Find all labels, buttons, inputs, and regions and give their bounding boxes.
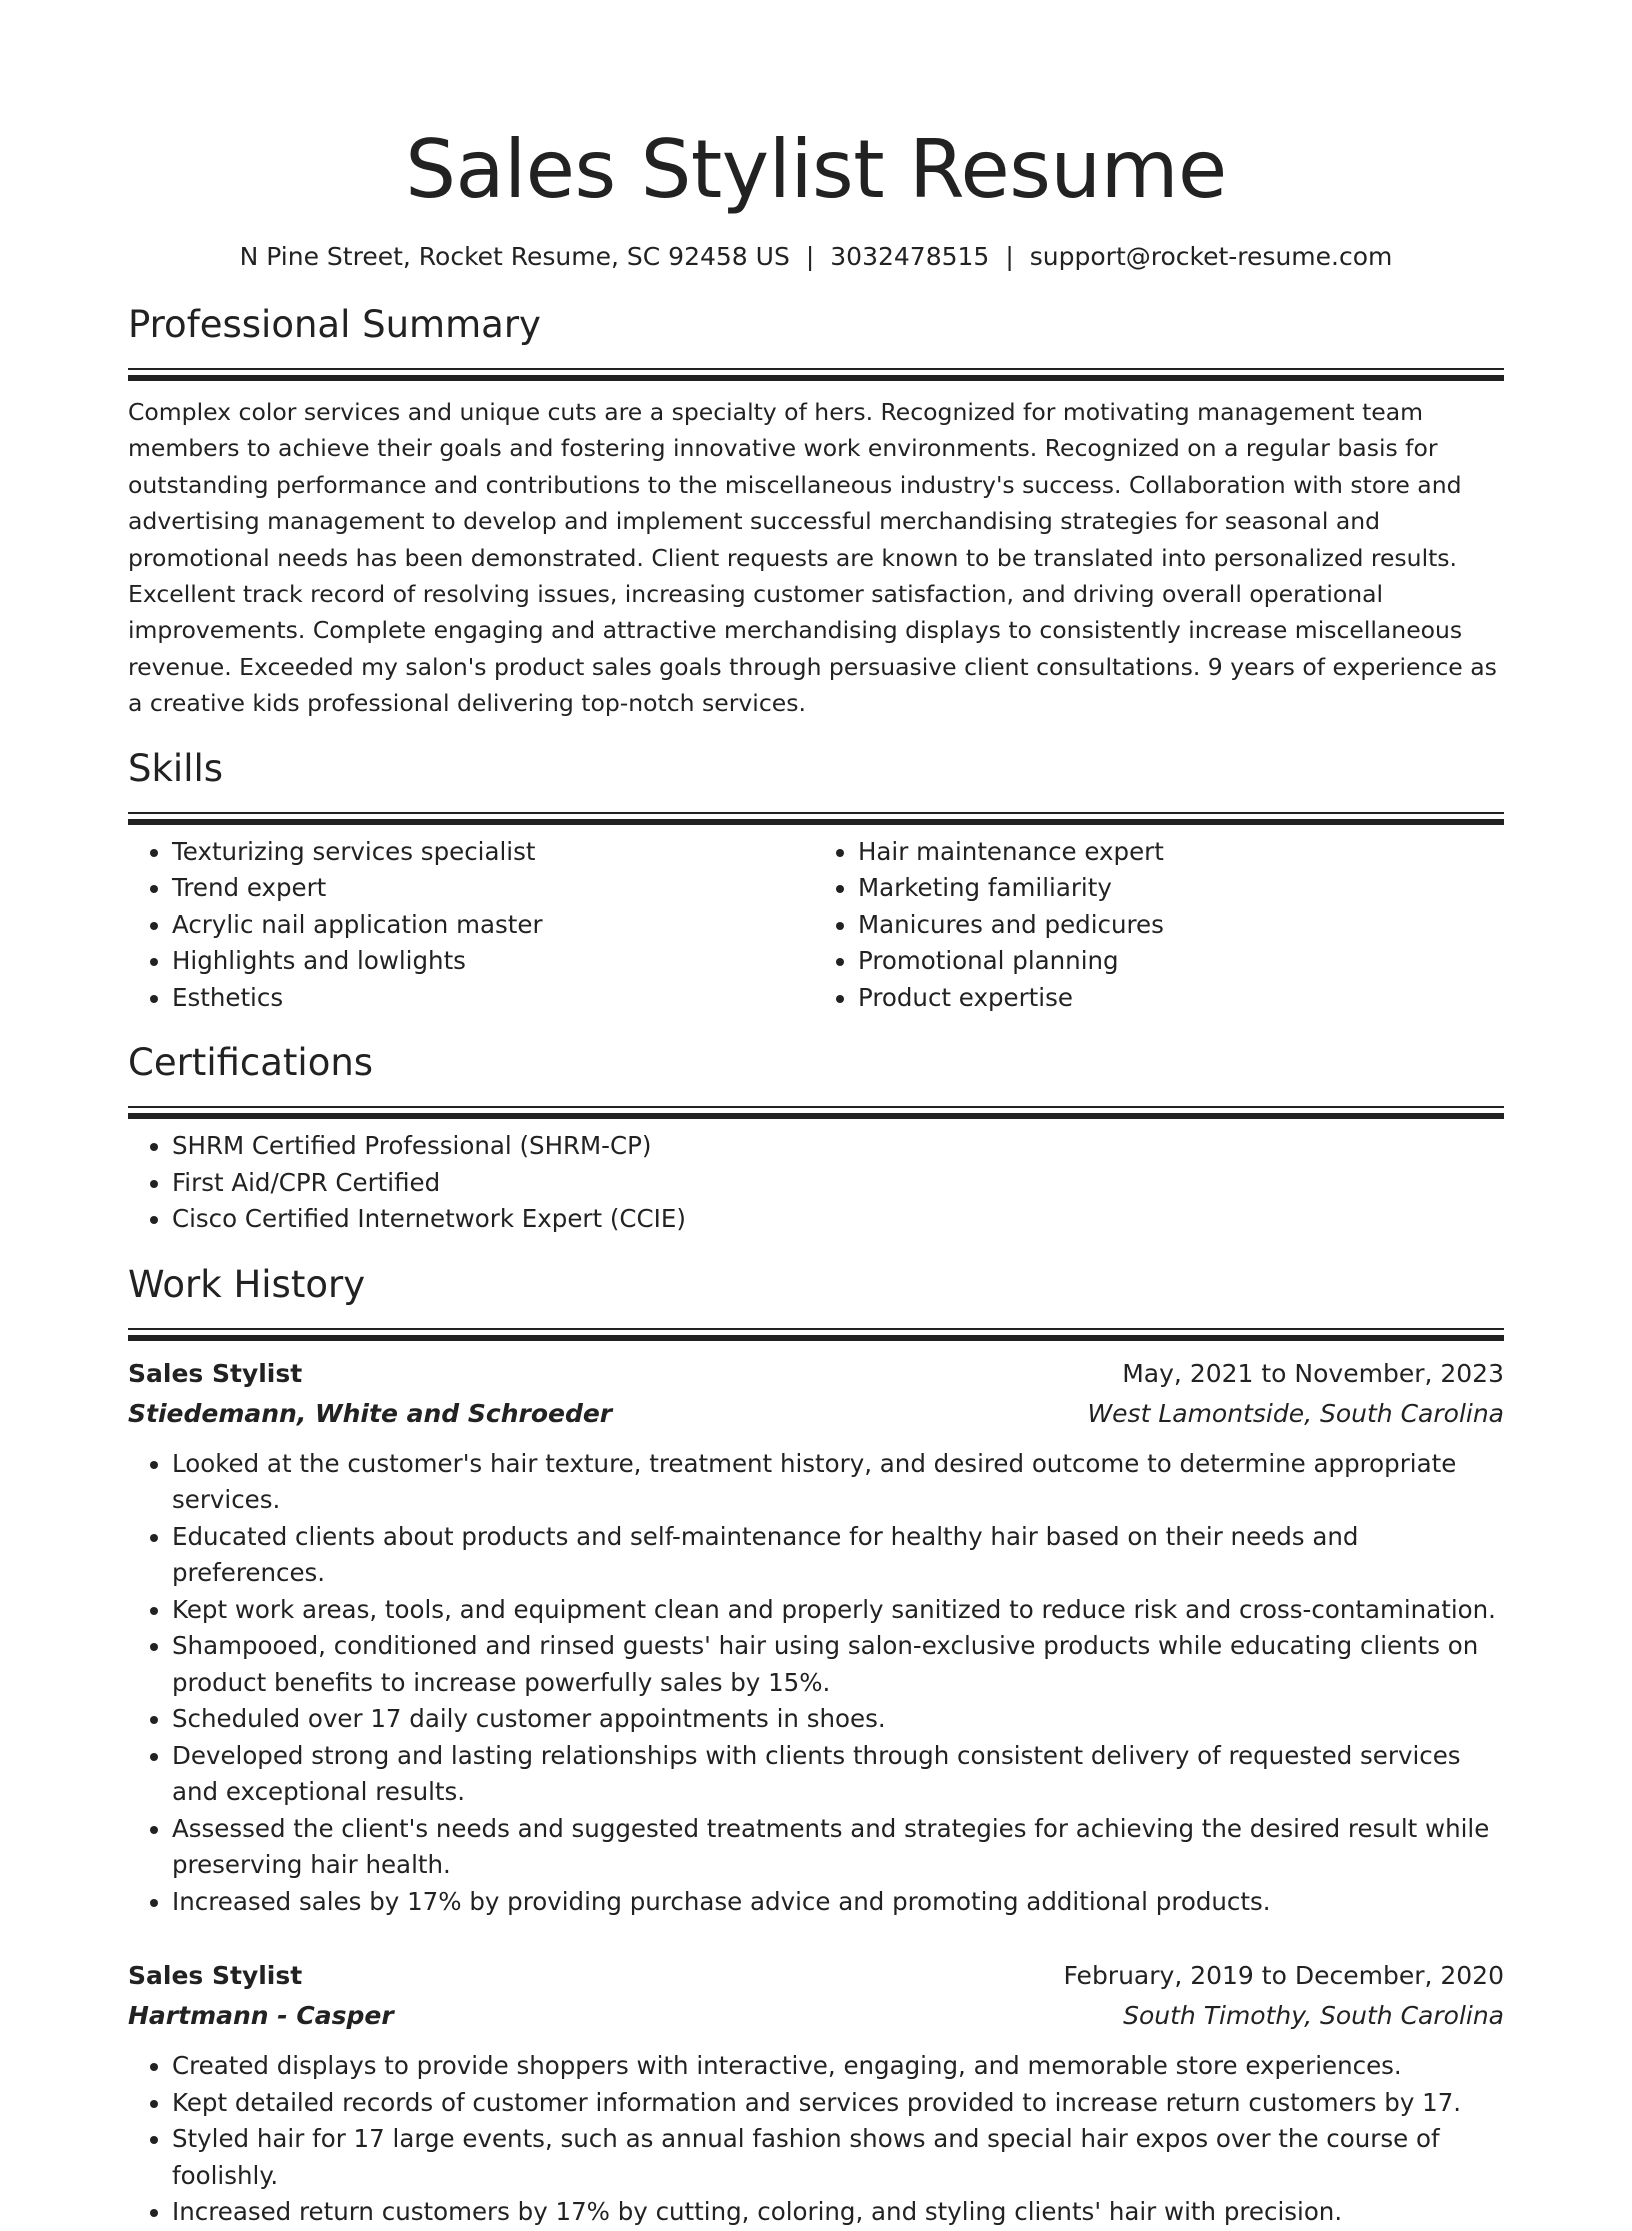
skill-item: • Acrylic nail application master	[172, 907, 816, 944]
job-duties-list	[128, 1446, 1504, 1921]
skill-item: • Highlights and lowlights	[172, 943, 816, 980]
section-title-certifications: Certifications	[128, 1041, 374, 1085]
job-header-row	[128, 1956, 1504, 1996]
job-company-row	[128, 1394, 1504, 1434]
job-title: Sales Stylist	[128, 1358, 303, 1388]
job-title: Sales Stylist	[128, 1961, 303, 1991]
job-duties-list	[128, 2048, 1504, 2231]
section-divider	[128, 1106, 1504, 1120]
job-location: West Lamontside, South Carolina	[1087, 1398, 1504, 1428]
section-divider	[128, 1328, 1504, 1342]
contact-separator: |	[805, 242, 815, 271]
skill-item: • Manicures and pedicures	[858, 907, 1502, 944]
certifications-list	[128, 1128, 1504, 1238]
job-duty: • Assessed the client's needs and suggested treatments and strategies for achieving the desired result while preserving hair health.	[172, 1811, 1504, 1884]
job-entry	[128, 1354, 1504, 1921]
skill-item: • Esthetics	[172, 980, 816, 1017]
resume-page	[128, 0, 1504, 2231]
job-duty: • Educated clients about products and self-maintenance for healthy hair based on their needs and preferences.	[172, 1519, 1504, 1592]
job-duty: • Shampooed, conditioned and rinsed guests' hair using salon-exclusive products while educating clients on product benefits to increase powerfully sales by 15%.	[172, 1628, 1504, 1701]
job-duty: • Increased sales by 17% by providing purchase advice and promoting additional products.	[172, 1884, 1504, 1921]
job-header-row	[128, 1354, 1504, 1394]
skills-list-right	[814, 834, 1502, 1017]
job-duty: • Scheduled over 17 daily customer appointments in shoes.	[172, 1701, 1504, 1738]
contact-email: support@rocket-resume.com	[1029, 242, 1393, 271]
job-dates: May, 2021 to November, 2023	[1122, 1358, 1504, 1388]
job-duty: • Developed strong and lasting relationships with clients through consistent delivery of requested services and exceptional results.	[172, 1738, 1504, 1811]
job-dates: February, 2019 to December, 2020	[1063, 1961, 1504, 1991]
certification-item: • SHRM Certified Professional (SHRM-CP)	[172, 1128, 1504, 1165]
skill-item: • Trend expert	[172, 870, 816, 907]
section-title-skills: Skills	[128, 746, 224, 790]
job-duty: • Created displays to provide shoppers with interactive, engaging, and memorable store experiences.	[172, 2048, 1504, 2085]
contact-separator: |	[1005, 242, 1014, 271]
summary-text: Complex color services and unique cuts are a specialty of hers. Recognized for motivating management team members to achieve their goals and fostering innovative work environments. Recognized on a regular basis for outstanding performance and contributions to the miscellaneous industry's success. Collaboration with store and advertising management to develop and implement successful merchandising strategies for seasonal and promotional needs has been demonstrated. Client requests are known to be translated into personalized results. Excellent track record of resolving issues, increasing customer satisfaction, and driving overall operational improvements. Complete engaging and attractive merchandising displays to consistently increase miscellaneous revenue. Exceeded my salon's product sales goals through persuasive client consultations. 9 years of experience as a creative kids professional delivering top-notch services.	[128, 398, 1497, 718]
section-divider	[128, 812, 1504, 826]
job-location: South Timothy, South Carolina	[1123, 2001, 1504, 2031]
job-duty: • Kept detailed records of customer information and services provided to increase return customers by 17.	[172, 2085, 1504, 2122]
contact-line	[128, 240, 1504, 274]
skill-item: • Texturizing services specialist	[172, 834, 816, 871]
job-duty: • Increased return customers by 17% by cutting, coloring, and styling clients' hair with precision.	[172, 2194, 1504, 2231]
certification-item: • Cisco Certified Internetwork Expert (CCIE)	[172, 1201, 1504, 1238]
skill-item: • Promotional planning	[858, 943, 1502, 980]
contact-phone: 3032478515	[830, 242, 990, 271]
section-title-work-history: Work History	[128, 1262, 366, 1306]
job-duty: • Looked at the customer's hair texture, treatment history, and desired outcome to determine appropriate services.	[172, 1446, 1504, 1519]
contact-address: N Pine Street, Rocket Resume, SC 92458 US	[239, 242, 790, 271]
job-company-row	[128, 1996, 1504, 2036]
skills-section	[128, 744, 1504, 826]
job-duty: • Styled hair for 17 large events, such as annual fashion shows and special hair expos over the course of foolishly.	[172, 2121, 1504, 2194]
job-company: Stiedemann, White and Schroeder	[128, 1398, 613, 1428]
section-title-summary: Professional Summary	[128, 303, 541, 346]
skill-item: • Hair maintenance expert	[858, 834, 1502, 871]
work-history-section	[128, 1260, 1504, 1342]
skills-list-left	[128, 834, 816, 1017]
skills-grid	[128, 834, 1504, 1017]
skill-item: • Marketing familiarity	[858, 870, 1502, 907]
summary-section	[128, 300, 1504, 382]
job-company: Hartmann - Casper	[128, 2001, 394, 2031]
job-entry	[128, 1956, 1504, 2231]
section-divider	[128, 368, 1504, 382]
skill-item: • Product expertise	[858, 980, 1502, 1017]
certifications-section	[128, 1038, 1504, 1120]
certification-item: • First Aid/CPR Certified	[172, 1165, 1504, 1202]
resume-title: Sales Stylist Resume	[405, 123, 1227, 216]
job-duty: • Kept work areas, tools, and equipment clean and properly sanitized to reduce risk and cross-contamination.	[172, 1592, 1504, 1629]
